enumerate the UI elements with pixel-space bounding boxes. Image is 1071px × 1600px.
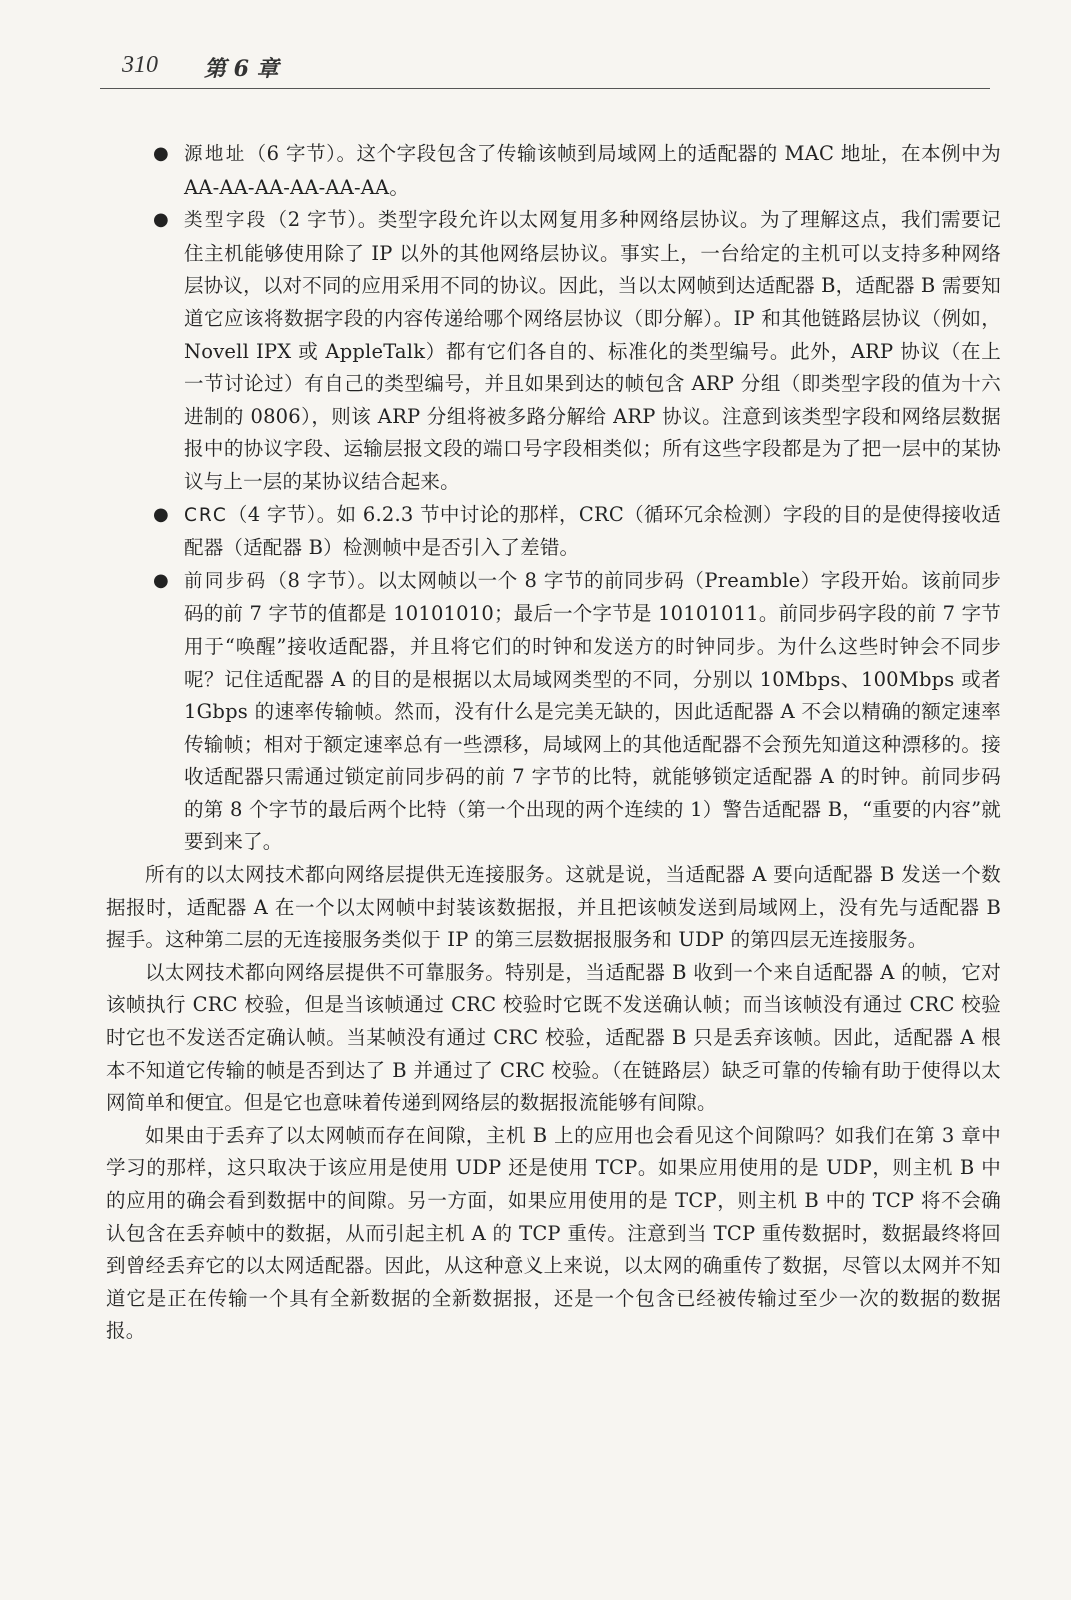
bullet-item-type-field: [106, 204, 1001, 498]
bullet-text: （8 字节）。以太网帧以一个 8 字节的前同步码（Preamble）字段开始。该前同步码的前 7 字节的值都是 10101010；最后一个字节是 10101011。前同步码字段的前 7 字节用于“唤醒”接收适配器，并且将它们的时钟和发送方的时钟同步。为什么这些时钟会不同步呢？记住适配器 A 的目的是根据以太局域网类型的不同，分别以 10Mbps、100Mbps 或者 1Gbps 的速率传输帧。然而，没有什么是完美无缺的，因此适配器 A 不会以精确的额定速率传输帧；相对于额定速率总有一些漂移，局域网上的其他适配器不会预先知道这种漂移的。接收适配器只需通过锁定前同步码的前 7 字节的比特，就能够锁定适配器 A 的时钟。前同步码的第 8 个字节的最后两个比特（第一个出现的两个连续的 1）警告适配器 B，“重要的内容”就要到来了。: [184, 568, 1001, 854]
bullet-term: 类型字段: [184, 210, 268, 232]
bullet-icon: ●: [153, 209, 169, 231]
bullet-term: 前同步码: [184, 570, 268, 592]
bullet-icon: ●: [153, 143, 169, 164]
bullet-term: CRC: [184, 504, 228, 526]
bullet-text: （6 字节）。这个字段包含了传输该帧到局域网上的适配器的 MAC 地址，在本例中为 AA-AA-AA-AA-AA-AA。: [184, 142, 1001, 199]
bullet-icon: ●: [153, 503, 169, 525]
bullet-icon: ●: [153, 569, 169, 591]
paragraph-connectionless-service: 所有的以太网技术都向网络层提供无连接服务。这就是说，当适配器 A 要向适配器 B 发送一个数据报时，适配器 A 在一个以太网帧中封装该数据报，并且把该帧发送到局域网上，没有先与适配器 B 握手。这种第二层的无连接服务类似于 IP 的第三层数据报服务和 UDP 的第四层无连接服务。: [106, 863, 1001, 952]
bullet-term: 源地址: [184, 144, 247, 165]
paragraph-gap-retransmission: 如果由于丢弃了以太网帧而存在间隙，主机 B 上的应用也会看见这个间隙吗？如我们在第 3 章中学习的那样，这只取决于该应用是使用 UDP 还是使用 TCP。如果应用使用的是 UDP，则主机 B 中的应用的确会看到数据中的间隙。另一方面，如果应用使用的是 TCP，则主机 B 中的 TCP 将不会确认包含在丢弃帧中的数据，从而引起主机 A 的 TCP 重传。注意到当 TCP 重传数据时，数据最终将回到曾经丢弃它的以太网适配器。因此，从这种意义上来说，以太网的确重传了数据，尽管以太网并不知道它是正在传输一个具有全新数据的全新数据报，还是一个包含已经被传输过至少一次的数据的数据报。: [106, 1123, 1001, 1343]
paragraph-unreliable-service: 以太网技术都向网络层提供不可靠服务。特别是，当适配器 B 收到一个来自适配器 A 的帧，它对该帧执行 CRC 校验，但是当该帧通过 CRC 校验时它既不发送确认帧；而当该帧没有通过 CRC 校验时它也不发送否定确认帧。当某帧没有通过 CRC 校验，适配器 B 只是丢弃该帧。因此，适配器 A 根本不知道它传输的帧是否到达了 B 并通过了 CRC 校验。（在链路层）缺乏可靠的传输有助于使得以太网简单和便宜。但是它也意味着传递到网络层的数据报流能够有间隙。: [106, 960, 1001, 1115]
field-bullet-list: [106, 138, 1001, 859]
bullet-text: （2 字节）。类型字段允许以太网复用多种网络层协议。为了理解这点，我们需要记住主机能够使用除了 IP 以外的其他网络层协议。事实上，一台给定的主机可以支持多种网络层协议，以对不同的应用采用不同的协议。因此，当以太网帧到达适配器 B，适配器 B 需要知道它应该将数据字段的内容传递给哪个网络层协议（即分解）。IP 和其他链路层协议（例如，Novell IPX 或 AppleTalk）都有它们各自的、标准化的类型编号。此外，ARP 协议（在上一节讨论过）有自己的类型编号，并且如果到达的帧包含 ARP 分组（即类型字段的值为十六进制的 0806），则该 ARP 分组将被多路分解给 ARP 协议。注意到该类型字段和网络层数据报中的协议字段、运输层报文段的端口号字段相类似；所有这些字段都是为了把一层中的某协议与上一层的某协议结合起来。: [184, 208, 1001, 493]
page-content: [106, 138, 1001, 1348]
bullet-item-preamble: [106, 565, 1001, 859]
bullet-text: （4 字节）。如 6.2.3 节中讨论的那样，CRC（循环冗余检测）字段的目的是使得接收适配器（适配器 B）检测帧中是否引入了差错。: [184, 502, 1001, 560]
chapter-label: 第 6 章: [204, 56, 279, 82]
running-header: [100, 52, 990, 89]
bullet-item-source-address: [106, 138, 1001, 204]
page-number: 310: [122, 52, 158, 78]
bullet-item-crc: [106, 499, 1001, 565]
